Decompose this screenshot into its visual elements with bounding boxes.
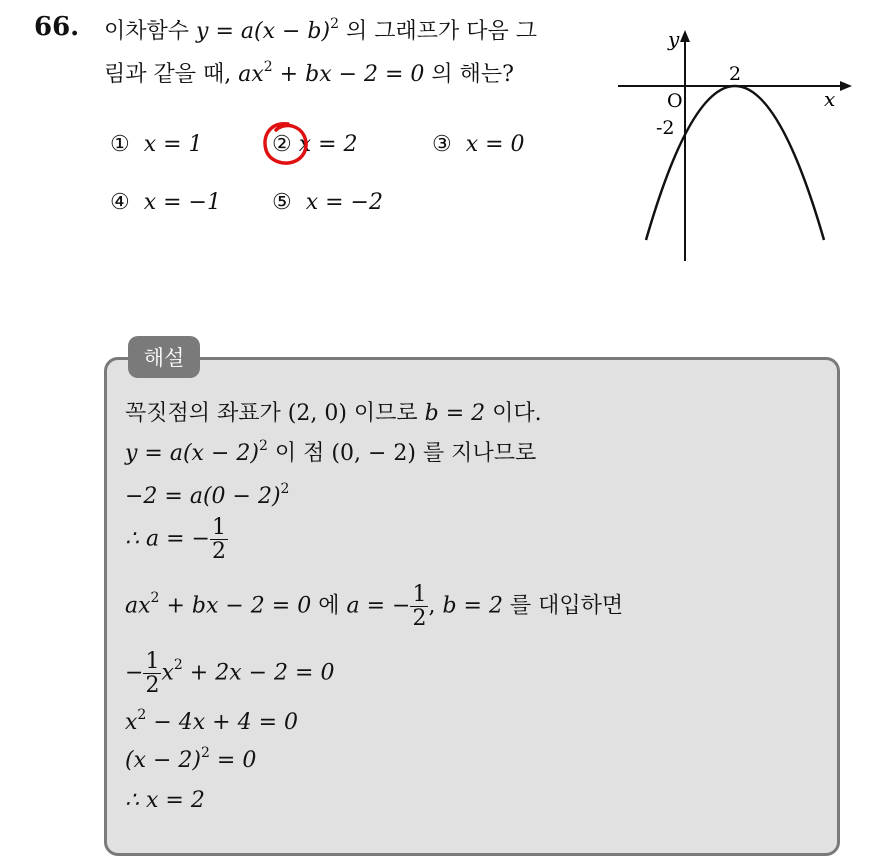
choice-label: ① <box>110 132 130 157</box>
choice-label: ④ <box>110 190 130 215</box>
intercept-label: -2 <box>656 117 675 139</box>
equation-part: + bx − 2 = 0 <box>272 62 425 87</box>
solution-text: 이다. <box>485 401 542 426</box>
solution-math: ∴ x = 2 <box>125 788 205 813</box>
solution-math: b = 2 <box>442 593 503 619</box>
solution-math: ∴ a = − <box>125 526 210 552</box>
solution-math: x <box>125 710 138 735</box>
solution-line-8 <box>125 744 257 773</box>
exponent: 2 <box>201 744 210 761</box>
solution-math: + 2x − 2 = 0 <box>182 660 335 686</box>
y-axis-label: y <box>668 27 680 51</box>
x-axis-arrow <box>840 81 852 91</box>
solution-line-3 <box>125 480 290 509</box>
solution-math: − 4x + 4 = 0 <box>146 710 299 735</box>
solution-math: a = − <box>346 593 411 619</box>
solution-math: b = 2 <box>424 401 486 426</box>
solution-line-1 <box>125 396 542 427</box>
solution-line-4 <box>125 516 228 563</box>
solution-math: (x − 2) <box>125 748 201 773</box>
solution-text: 꼭짓점의 좌표가 (2, 0) 이므로 <box>125 401 425 426</box>
question-text: 림과 같을 때, <box>104 62 239 87</box>
choice-3[interactable] <box>432 132 525 157</box>
solution-math: −2 = a(0 − 2) <box>125 484 281 509</box>
exponent: 2 <box>263 58 273 75</box>
choice-value: x = 1 <box>143 132 203 157</box>
parabola-graph <box>612 26 872 266</box>
equation-rhs: = a(x − b) <box>208 19 331 44</box>
fraction <box>210 516 228 563</box>
solution-math: = 0 <box>209 748 257 773</box>
choice-5[interactable] <box>272 190 383 215</box>
solution-math: + bx − 2 = 0 <box>159 593 312 619</box>
fraction-numerator: 1 <box>145 649 160 674</box>
fraction-denominator: 2 <box>145 673 160 699</box>
solution-text: 이 점 (0, − 2) 를 지나므로 <box>267 441 537 466</box>
choice-label: ③ <box>432 132 452 157</box>
solution-line-6 <box>125 650 334 697</box>
solution-text: 에 <box>311 593 347 619</box>
choice-value: x = 2 <box>298 132 358 157</box>
exponent: 2 <box>280 480 290 497</box>
solution-line-9 <box>125 788 205 813</box>
solution-line-5 <box>125 583 623 630</box>
fraction-denominator: 2 <box>412 606 427 632</box>
solution-math: x <box>161 660 174 686</box>
x-axis-label: x <box>824 87 836 111</box>
question-line-2 <box>104 57 514 88</box>
answer-circle-mark <box>258 118 314 170</box>
solution-math: y = a(x − 2) <box>125 441 259 466</box>
solution-tag: 해설 <box>128 336 200 378</box>
solution-math: ax <box>125 593 151 619</box>
question-line-1 <box>104 14 537 45</box>
fraction-numerator: 1 <box>412 582 427 607</box>
fraction-denominator: 2 <box>211 539 226 565</box>
solution-text: 를 대입하면 <box>502 593 624 619</box>
exponent: 2 <box>137 706 147 723</box>
vertex-label: 2 <box>729 63 742 85</box>
fraction-numerator: 1 <box>211 515 226 540</box>
solution-math: − <box>125 660 144 686</box>
y-axis-arrow <box>680 30 690 42</box>
choice-value: x = −2 <box>305 190 383 215</box>
origin-label: O <box>667 90 683 112</box>
equation-lhs: y <box>196 19 209 44</box>
exponent: 2 <box>150 590 160 607</box>
solution-line-2 <box>125 436 536 467</box>
choice-value: x = 0 <box>465 132 525 157</box>
solution-line-7 <box>125 706 299 735</box>
choice-label: ⑤ <box>272 190 292 215</box>
fraction <box>410 583 428 630</box>
fraction <box>143 650 161 697</box>
question-text: 이차함수 <box>104 19 197 44</box>
solution-text: , <box>428 593 443 619</box>
exponent: 2 <box>173 657 183 674</box>
choice-4[interactable] <box>110 190 221 215</box>
exponent: 2 <box>258 437 268 454</box>
choice-1[interactable] <box>110 132 203 157</box>
question-text: 의 그래프가 다음 그 <box>339 19 537 44</box>
question-number: 66. <box>34 12 80 42</box>
question-text: 의 해는? <box>424 62 514 87</box>
exponent: 2 <box>330 15 339 32</box>
choice-label: ② <box>272 132 292 157</box>
choice-value: x = −1 <box>143 190 221 215</box>
equation-part: ax <box>238 62 264 87</box>
